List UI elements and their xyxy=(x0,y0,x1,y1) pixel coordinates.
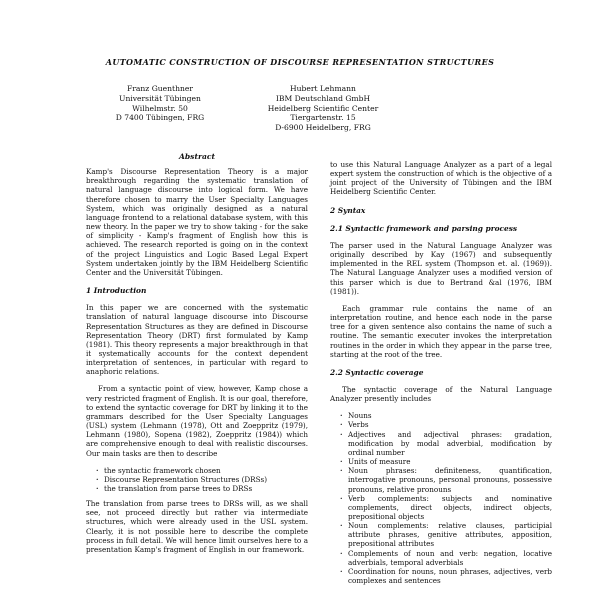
author-address-line: D 7400 Tübingen, FRG xyxy=(115,113,205,123)
list-item: · Noun complements: relative clauses, participial attribute phrases, genitive attributes, apposition, prepositional attributes xyxy=(340,521,552,548)
author-block-1 xyxy=(75,84,245,123)
left-column xyxy=(86,152,308,562)
right-column xyxy=(330,160,552,591)
subsection-heading-framework: 2.1 Syntactic framework and parsing process xyxy=(330,223,518,233)
section-heading-syntax: 2 Syntax xyxy=(330,205,366,215)
intro-paragraph: In this paper we are concerned with the systematic translation of natural language discourse into Discourse Representation Structures as they are defined in Discourse Representation Theory (DRT) first formulated by Kamp (1981). This theory represents a major breakthrough in that it systematically accounts for the context dependent interpretation of sentences, in particular with regard to anaphoric relations. xyxy=(86,303,308,377)
author-block-2 xyxy=(238,84,408,133)
author-name: Hubert Lehmann xyxy=(290,84,356,93)
list-item: · Noun phrases: definiteness, quantification, interrogative pronouns, personal pronouns, possessive pronouns, relative pronouns xyxy=(340,466,552,493)
intro-task-list xyxy=(86,466,308,493)
author-name: Franz Guenthner xyxy=(126,84,194,93)
abstract-heading: Abstract xyxy=(178,152,216,161)
list-item: · Coordination for nouns, noun phrases, adjectives, verb complexes and sentences xyxy=(340,567,552,585)
author-affiliation: Universität Tübingen xyxy=(119,93,201,103)
list-item: · Verbs xyxy=(340,420,552,429)
author-address-line: Heidelberg Scientific Center xyxy=(267,103,379,113)
continued-paragraph: to use this Natural Language Analyzer as a part of a legal expert system the construction of which is the objective of a joint project of the University of Tübingen and the IBM Heidelberg Scientific Center. xyxy=(330,160,552,197)
abstract-text: Kamp's Discourse Representation Theory is a major breakthrough regarding the systematic translation of natural language discourse into logical form. We have therefore chosen to marry the User Specialty Languages System, which was originally designed as a natural language frontend to a relational database system, with this new theory. In the paper we try to show taking - for the sake of simplicity - Kamp's fragment of English how this is achieved. The research reported is going on in the context of the project Linguistics and Logic Based Legal Expert System undertaken jointly by the IBM Heidelberg Scientific Center and the Universität Tübingen. xyxy=(86,167,308,277)
author-affiliation: IBM Deutschland GmbH xyxy=(275,93,371,103)
list-item: · the syntactic framework chosen xyxy=(96,466,308,475)
section-heading-introduction: 1 Introduction xyxy=(86,286,147,296)
body-paragraph: The parser used in the Natural Language Analyzer was originally described by Kay (1967) and subsequently implemented in the REL system (Thompson et. al. (1969)). The Natural Language Analyzer uses a modified version of this parser which is due to Bertrand &al (1976, IBM (1981)). xyxy=(330,240,552,296)
subsection-heading-coverage: 2.2 Syntactic coverage xyxy=(330,367,424,377)
list-item: · Nouns xyxy=(340,411,552,420)
list-item: · the translation from parse trees to DRSs xyxy=(96,484,308,493)
intro-paragraph: From a syntactic point of view, however, Kamp chose a very restricted fragment of English. It is our goal, therefore, to extend the syntactic coverage for DRT by linking it to the grammars described for the User Specialty Languages (USL) system (Lehmann (1978), Ott and Zoeppritz (1979), Lehmann (1980), Sopena (1982), Zoeppritz (1984)) which are comprehensive enough to deal with realistic discourses. Our main tasks are then to describe xyxy=(86,384,308,458)
intro-closing-paragraph: The translation from parse trees to DRSs will, as we shall see, not proceed directly but rather via intermediate structures, which were already used in the USL system. Clearly, it is not possible here to describe the complete process in full detail. We will hence limit ourselves here to a presentation Kamp's fragment of English in our framework. xyxy=(86,499,308,554)
list-item: · Complements of noun and verb: negation, locative adverbials, temporal adverbials xyxy=(340,549,552,567)
list-item: · Discourse Representation Structures (DRSs) xyxy=(96,475,308,484)
author-address-line: Tiergartenstr. 15 xyxy=(290,113,356,123)
list-item: · Units of measure xyxy=(340,457,552,466)
paper-title: AUTOMATIC CONSTRUCTION OF DISCOURSE REPRESENTATION STRUCTURES xyxy=(105,57,495,67)
list-item: · Verb complements: subjects and nominative complements, direct objects, indirect objects, prepositional objects xyxy=(340,494,552,521)
author-address-line: Wilhelmstr. 50 xyxy=(132,103,188,113)
list-item: · Adjectives and adjectival phrases: gradation, modification by modal adverbial, modification by ordinal number xyxy=(340,430,552,457)
author-address-line: D-6900 Heidelberg, FRG xyxy=(275,123,371,133)
body-paragraph: Each grammar rule contains the name of an interpretation routine, and hence each node in the parse tree for a given sentence also contains the name of such a routine. The semantic executer invokes the interpretation routines in the order in which they appear in the parse tree, starting at the root of the tree. xyxy=(330,303,552,359)
coverage-list xyxy=(330,411,552,585)
coverage-intro: The syntactic coverage of the Natural Language Analyzer presently includes xyxy=(330,384,552,404)
